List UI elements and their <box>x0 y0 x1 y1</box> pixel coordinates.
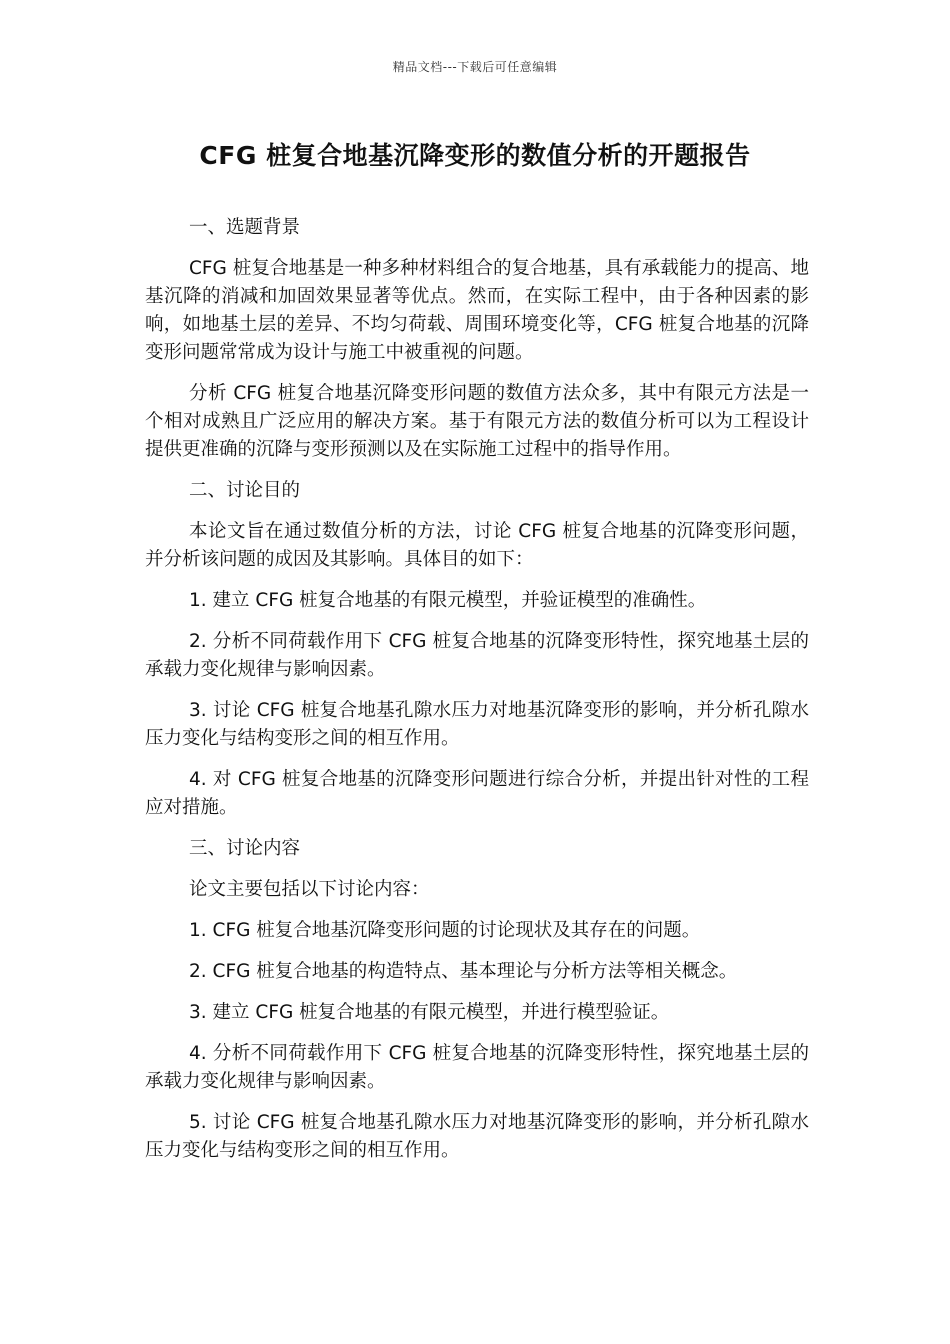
section-heading-content: 三、讨论内容 <box>189 838 301 859</box>
page-header: 精品文档---下载后可任意编辑 <box>392 60 558 74</box>
list-item: 3. 建立 CFG 桩复合地基的有限元模型，并进行模型验证。 <box>189 1002 670 1023</box>
document-title: CFG 桩复合地基沉降变形的数值分析的开题报告 <box>199 141 751 170</box>
section-heading-purpose: 二、讨论目的 <box>189 480 301 501</box>
list-item: 4. 对 CFG 桩复合地基的沉降变形问题进行综合分析，并提出针对性的工程应对措施。 <box>145 769 809 818</box>
paragraph: CFG 桩复合地基是一种多种材料组合的复合地基，具有承载能力的提高、地基沉降的消减和加固效果显著等优点。然而，在实际工程中，由于各种因素的影响，如地基土层的差异、不均匀荷载、周围环境变化等，CFG 桩复合地基的沉降变形问题常常成为设计与施工中被重视的问题。 <box>145 258 809 363</box>
list-item: 2. CFG 桩复合地基的构造特点、基本理论与分析方法等相关概念。 <box>189 961 738 982</box>
paragraph: 论文主要包括以下讨论内容： <box>189 879 430 900</box>
section-heading-background: 一、选题背景 <box>189 217 301 238</box>
list-item: 3. 讨论 CFG 桩复合地基孔隙水压力对地基沉降变形的影响，并分析孔隙水压力变化与结构变形之间的相互作用。 <box>145 700 809 749</box>
document-body <box>145 214 809 1178</box>
paragraph: 分析 CFG 桩复合地基沉降变形问题的数值方法众多，其中有限元方法是一个相对成熟且广泛应用的解决方案。基于有限元方法的数值分析可以为工程设计提供更准确的沉降与变形预测以及在实际施工过程中的指导作用。 <box>145 383 809 460</box>
list-item: 5. 讨论 CFG 桩复合地基孔隙水压力对地基沉降变形的影响，并分析孔隙水压力变化与结构变形之间的相互作用。 <box>145 1112 809 1161</box>
list-item: 4. 分析不同荷载作用下 CFG 桩复合地基的沉降变形特性，探究地基土层的承载力变化规律与影响因素。 <box>145 1043 809 1092</box>
list-item: 1. 建立 CFG 桩复合地基的有限元模型，并验证模型的准确性。 <box>189 590 707 611</box>
paragraph: 本论文旨在通过数值分析的方法，讨论 CFG 桩复合地基的沉降变形问题，并分析该问题的成因及其影响。具体目的如下： <box>145 521 809 570</box>
list-item: 2. 分析不同荷载作用下 CFG 桩复合地基的沉降变形特性，探究地基土层的承载力变化规律与影响因素。 <box>145 631 809 680</box>
list-item: 1. CFG 桩复合地基沉降变形问题的讨论现状及其存在的问题。 <box>189 920 701 941</box>
